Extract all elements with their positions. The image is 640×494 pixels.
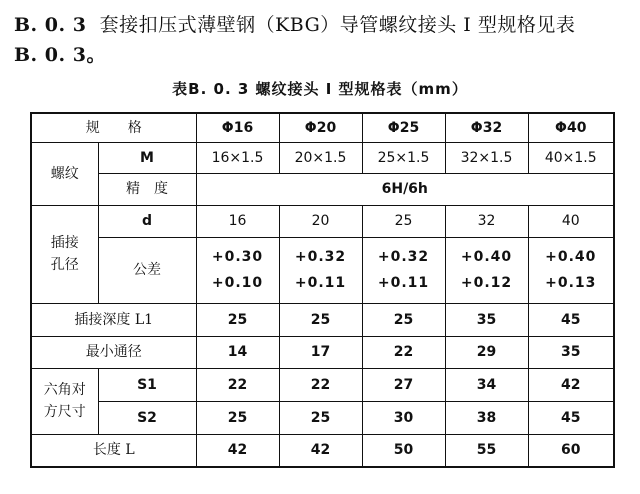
hex-s1-cell: 22 [196,368,279,401]
length-label: 长度 L [31,434,196,467]
hex-s1-cell: 42 [528,368,614,401]
hex-s2-cell: 25 [279,401,362,434]
intro-ref: B. 0. 3 [14,14,87,36]
thread-m-cell: 20×1.5 [279,142,362,173]
header-row [31,113,614,142]
thread-m-cell: 16×1.5 [196,142,279,173]
min-bore-cell: 35 [528,336,614,368]
hex-s1-cell: 34 [445,368,528,401]
intro-text: 套接扣压式薄壁钢（KBG）导管螺纹接头 I 型规格见表 [99,14,576,36]
thread-m-cell: 40×1.5 [528,142,614,173]
bore-tol-cell: +0.40 +0.12 [445,237,528,303]
bore-group-label: 插接 孔径 [31,205,98,303]
min-bore-cell: 22 [362,336,445,368]
hex-s1-cell: 27 [362,368,445,401]
bore-d-cell: 32 [445,205,528,237]
bore-tol-label: 公差 [98,237,196,303]
hex-group-label: 六角对 方尺寸 [31,368,98,434]
thread-group-label: 螺纹 [31,142,98,205]
precision-row [31,173,614,205]
bore-tol-cell: +0.32 +0.11 [362,237,445,303]
insert-depth-row [31,303,614,336]
hex-s1-row [31,368,614,401]
bore-tol-cell: +0.30 +0.10 [196,237,279,303]
hex-s2-cell: 38 [445,401,528,434]
length-row [31,434,614,467]
min-bore-cell: 29 [445,336,528,368]
bore-d-row [31,205,614,237]
precision-value: 6H/6h [196,173,614,205]
insert-depth-cell: 25 [279,303,362,336]
thread-m-cell: 32×1.5 [445,142,528,173]
hex-s1-label: S1 [98,368,196,401]
length-cell: 55 [445,434,528,467]
hex-s2-cell: 45 [528,401,614,434]
min-bore-row [31,336,614,368]
bore-d-cell: 20 [279,205,362,237]
insert-depth-cell: 45 [528,303,614,336]
bore-tol-cell: +0.32 +0.11 [279,237,362,303]
size-header: Φ16 [196,113,279,142]
length-cell: 50 [362,434,445,467]
thread-m-row [31,142,614,173]
spec-table [30,112,615,468]
size-header: Φ20 [279,113,362,142]
intro-ref-2: B. 0. 3。 [14,44,106,66]
size-header: Φ25 [362,113,445,142]
min-bore-cell: 17 [279,336,362,368]
thread-m-label: M [98,142,196,173]
bore-d-cell: 16 [196,205,279,237]
hex-s1-cell: 22 [279,368,362,401]
hex-s2-row [31,401,614,434]
length-cell: 42 [279,434,362,467]
hex-s2-cell: 25 [196,401,279,434]
min-bore-label: 最小通径 [31,336,196,368]
insert-depth-cell: 25 [196,303,279,336]
header-label: 规 格 [31,113,196,142]
length-cell: 60 [528,434,614,467]
hex-s2-label: S2 [98,401,196,434]
min-bore-cell: 14 [196,336,279,368]
insert-depth-label: 插接深度 L1 [31,303,196,336]
precision-label: 精 度 [98,173,196,205]
length-cell: 42 [196,434,279,467]
table-caption: 表B. 0. 3 螺纹接头 I 型规格表（mm） [172,80,468,98]
size-header: Φ40 [528,113,614,142]
insert-depth-cell: 35 [445,303,528,336]
bore-tol-cell: +0.40 +0.13 [528,237,614,303]
size-header: Φ32 [445,113,528,142]
bore-d-label: d [98,205,196,237]
hex-s2-cell: 30 [362,401,445,434]
thread-m-cell: 25×1.5 [362,142,445,173]
bore-tol-row [31,237,614,303]
bore-d-cell: 25 [362,205,445,237]
bore-d-cell: 40 [528,205,614,237]
insert-depth-cell: 25 [362,303,445,336]
intro-paragraph [14,10,634,70]
